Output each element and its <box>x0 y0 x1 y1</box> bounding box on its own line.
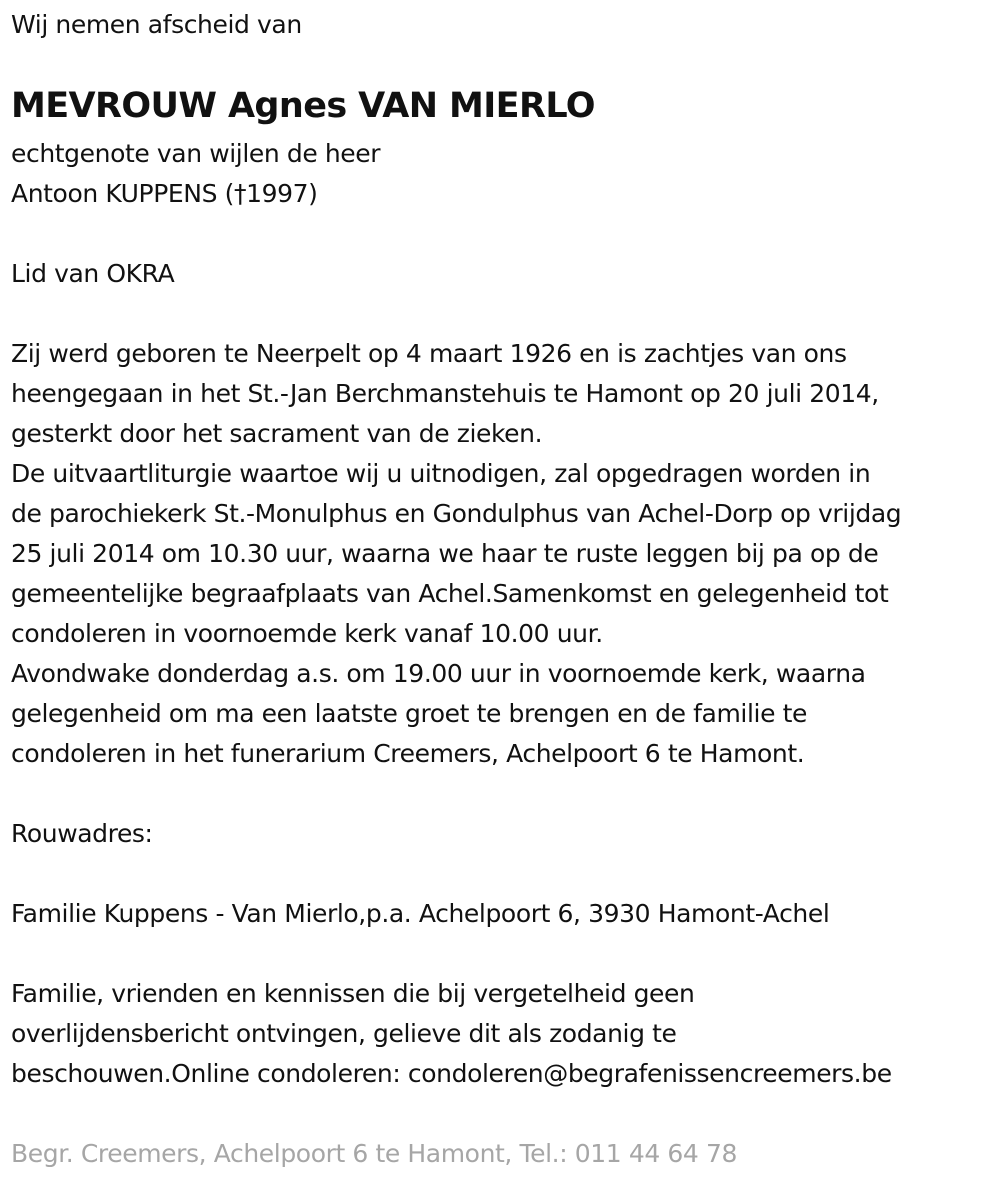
intro-text: Wij nemen afscheid van <box>11 10 302 39</box>
family-address-section <box>11 894 829 934</box>
body-line: 25 juli 2014 om 10.30 uur, waarna we haar te ruste leggen bij pa op de <box>11 539 879 568</box>
notice-line: beschouwen.Online condoleren: condoleren@begrafenissencreemers.be <box>11 1059 892 1088</box>
body-line: Zij werd geboren te Neerpelt op 4 maart 1926 en is zachtjes van ons <box>11 339 847 368</box>
notice-section <box>11 974 892 1094</box>
body-line: gemeentelijke begraafplaats van Achel.Samenkomst en gelegenheid tot <box>11 579 889 608</box>
funeral-home-footer: Begr. Creemers, Achelpoort 6 te Hamont, Tel.: 011 44 64 78 <box>11 1139 737 1168</box>
spouse-line: Antoon KUPPENS (†1997) <box>11 179 318 208</box>
body-line: condoleren in het funerarium Creemers, Achelpoort 6 te Hamont. <box>11 739 805 768</box>
notice-line: overlijdensbericht ontvingen, gelieve dit als zodanig te <box>11 1019 677 1048</box>
body-line: gesterkt door het sacrament van de zieken. <box>11 419 543 448</box>
body-line: condoleren in voornoemde kerk vanaf 10.00 uur. <box>11 619 603 648</box>
body-line: heengegaan in het St.-Jan Berchmanstehuis te Hamont op 20 juli 2014, <box>11 379 879 408</box>
membership-section <box>11 254 174 294</box>
family-address: Familie Kuppens - Van Mierlo,p.a. Achelpoort 6, 3930 Hamont-Achel <box>11 899 830 928</box>
rouwadres-label: Rouwadres: <box>11 819 153 848</box>
notice-line: Familie, vrienden en kennissen die bij vergetelheid geen <box>11 979 695 1008</box>
body-line: de parochiekerk St.-Monulphus en Gondulphus van Achel-Dorp op vrijdag <box>11 499 902 528</box>
membership-text: Lid van OKRA <box>11 259 175 288</box>
body-line: Avondwake donderdag a.s. om 19.00 uur in voornoemde kerk, waarna <box>11 659 866 688</box>
body-line: De uitvaartliturgie waartoe wij u uitnodigen, zal opgedragen worden in <box>11 459 871 488</box>
body-section <box>11 334 901 774</box>
rouwadres-section <box>11 814 153 854</box>
spouse-section <box>11 134 380 214</box>
deceased-name: MEVROUW Agnes VAN MIERLO <box>11 86 595 126</box>
spouse-line: echtgenote van wijlen de heer <box>11 139 381 168</box>
body-line: gelegenheid om ma een laatste groet te brengen en de familie te <box>11 699 807 728</box>
